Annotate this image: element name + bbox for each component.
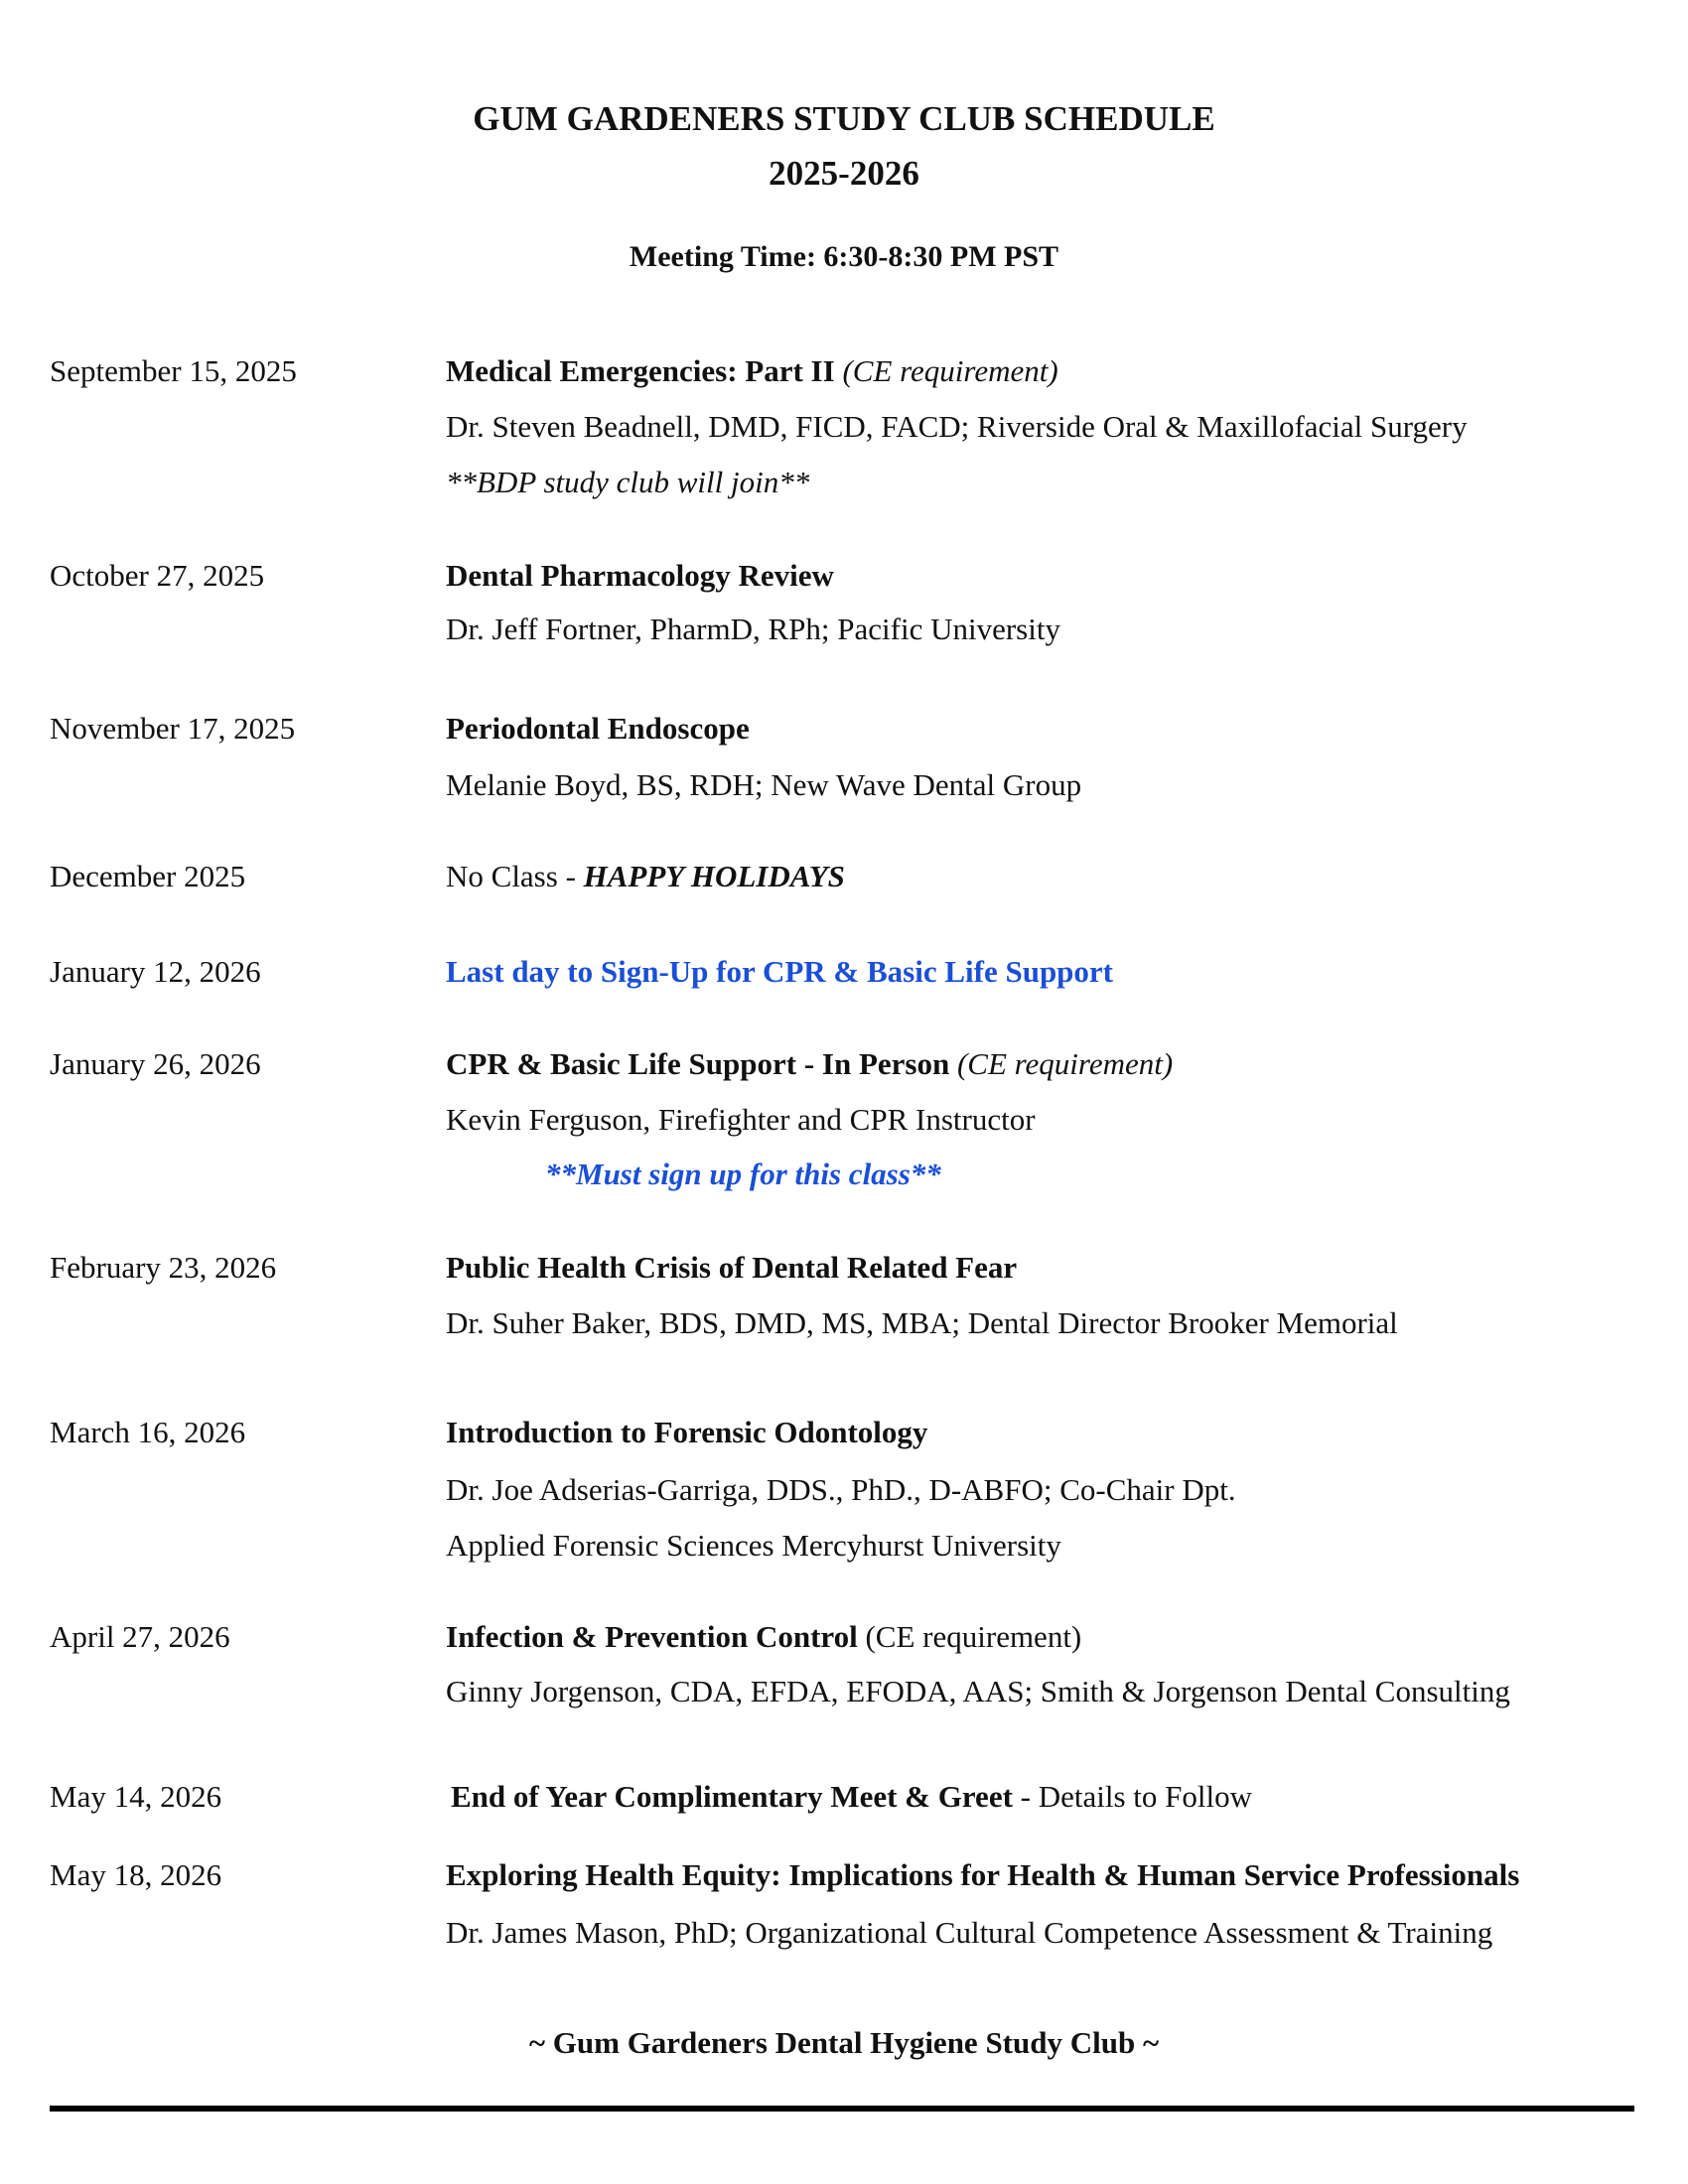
event-title: Exploring Health Equity: Implications for Health & Human Service Professionals xyxy=(446,1857,1520,1892)
signup-deadline: Last day to Sign-Up for CPR & Basic Life Support xyxy=(446,954,1114,989)
event-speaker: Dr. Steven Beadnell, DMD, FICD, FACD; Riverside Oral & Maxillofacial Surgery xyxy=(446,409,1468,444)
event-extra: **BDP study club will join** xyxy=(446,465,810,499)
event-title xyxy=(446,1619,1081,1655)
event-title: Public Health Crisis of Dental Related Fear xyxy=(446,1250,1018,1285)
event-title: Introduction to Forensic Odontology xyxy=(446,1415,928,1449)
event-date: December 2025 xyxy=(50,859,246,893)
event-speaker: Dr. James Mason, PhD; Organizational Cultural Competence Assessment & Training xyxy=(446,1915,1493,1950)
event-speaker: Dr. Suher Baker, BDS, DMD, MS, MBA; Dental Director Brooker Memorial xyxy=(446,1305,1398,1340)
event-note: (CE requirement) xyxy=(842,353,1058,388)
event-title-text: HAPPY HOLIDAYS xyxy=(583,859,845,893)
event-date: April 27, 2026 xyxy=(50,1619,230,1654)
event-speaker-affiliation: Applied Forensic Sciences Mercyhurst University xyxy=(446,1528,1061,1563)
event-speaker: Kevin Ferguson, Firefighter and CPR Instructor xyxy=(446,1102,1036,1137)
event-speaker: Dr. Jeff Fortner, PharmD, RPh; Pacific University xyxy=(446,612,1060,646)
event-title-text: CPR & Basic Life Support - In Person xyxy=(446,1046,950,1081)
meeting-time: Meeting Time: 6:30-8:30 PM PST xyxy=(629,240,1059,273)
event-date: November 17, 2025 xyxy=(50,711,296,746)
event-note: (CE requirement) xyxy=(956,1046,1174,1081)
event-speaker: Melanie Boyd, BS, RDH; New Wave Dental Group xyxy=(446,767,1082,802)
event-speaker: Ginny Jorgenson, CDA, EFDA, EFODA, AAS; Smith & Jorgenson Dental Consulting xyxy=(446,1674,1510,1708)
event-prefix: No Class - xyxy=(446,859,584,893)
event-date: September 15, 2025 xyxy=(50,353,297,388)
event-title xyxy=(446,353,1058,389)
event-note: (CE requirement) xyxy=(865,1619,1082,1654)
event-date: January 26, 2026 xyxy=(50,1046,261,1081)
event-date: October 27, 2025 xyxy=(50,558,265,593)
event-title-text: End of Year Complimentary Meet & Greet xyxy=(451,1779,1013,1814)
footer-club-name: ~ Gum Gardeners Dental Hygiene Study Club ~ xyxy=(528,2025,1160,2060)
event-title-text: Medical Emergencies: Part II xyxy=(446,353,835,388)
event-date: February 23, 2026 xyxy=(50,1250,277,1285)
event-title: Periodontal Endoscope xyxy=(446,711,750,746)
event-date: May 14, 2026 xyxy=(50,1779,222,1814)
event-title xyxy=(446,859,845,894)
event-title xyxy=(451,1779,1252,1815)
event-date: May 18, 2026 xyxy=(50,1857,222,1892)
event-extra: **Must sign up for this class** xyxy=(545,1157,941,1191)
event-title xyxy=(446,1046,1173,1082)
event-date: January 12, 2026 xyxy=(50,954,261,989)
event-note: - Details to Follow xyxy=(1020,1779,1253,1814)
event-speaker: Dr. Joe Adserias-Garriga, DDS., PhD., D-ABFO; Co-Chair Dpt. xyxy=(446,1472,1236,1507)
footer-divider xyxy=(50,2106,1634,2112)
event-date: March 16, 2026 xyxy=(50,1415,246,1449)
page-years: 2025-2026 xyxy=(769,154,919,193)
page-title: GUM GARDENERS STUDY CLUB SCHEDULE xyxy=(473,99,1215,138)
event-title-text: Infection & Prevention Control xyxy=(446,1619,858,1654)
event-title: Dental Pharmacology Review xyxy=(446,558,834,593)
